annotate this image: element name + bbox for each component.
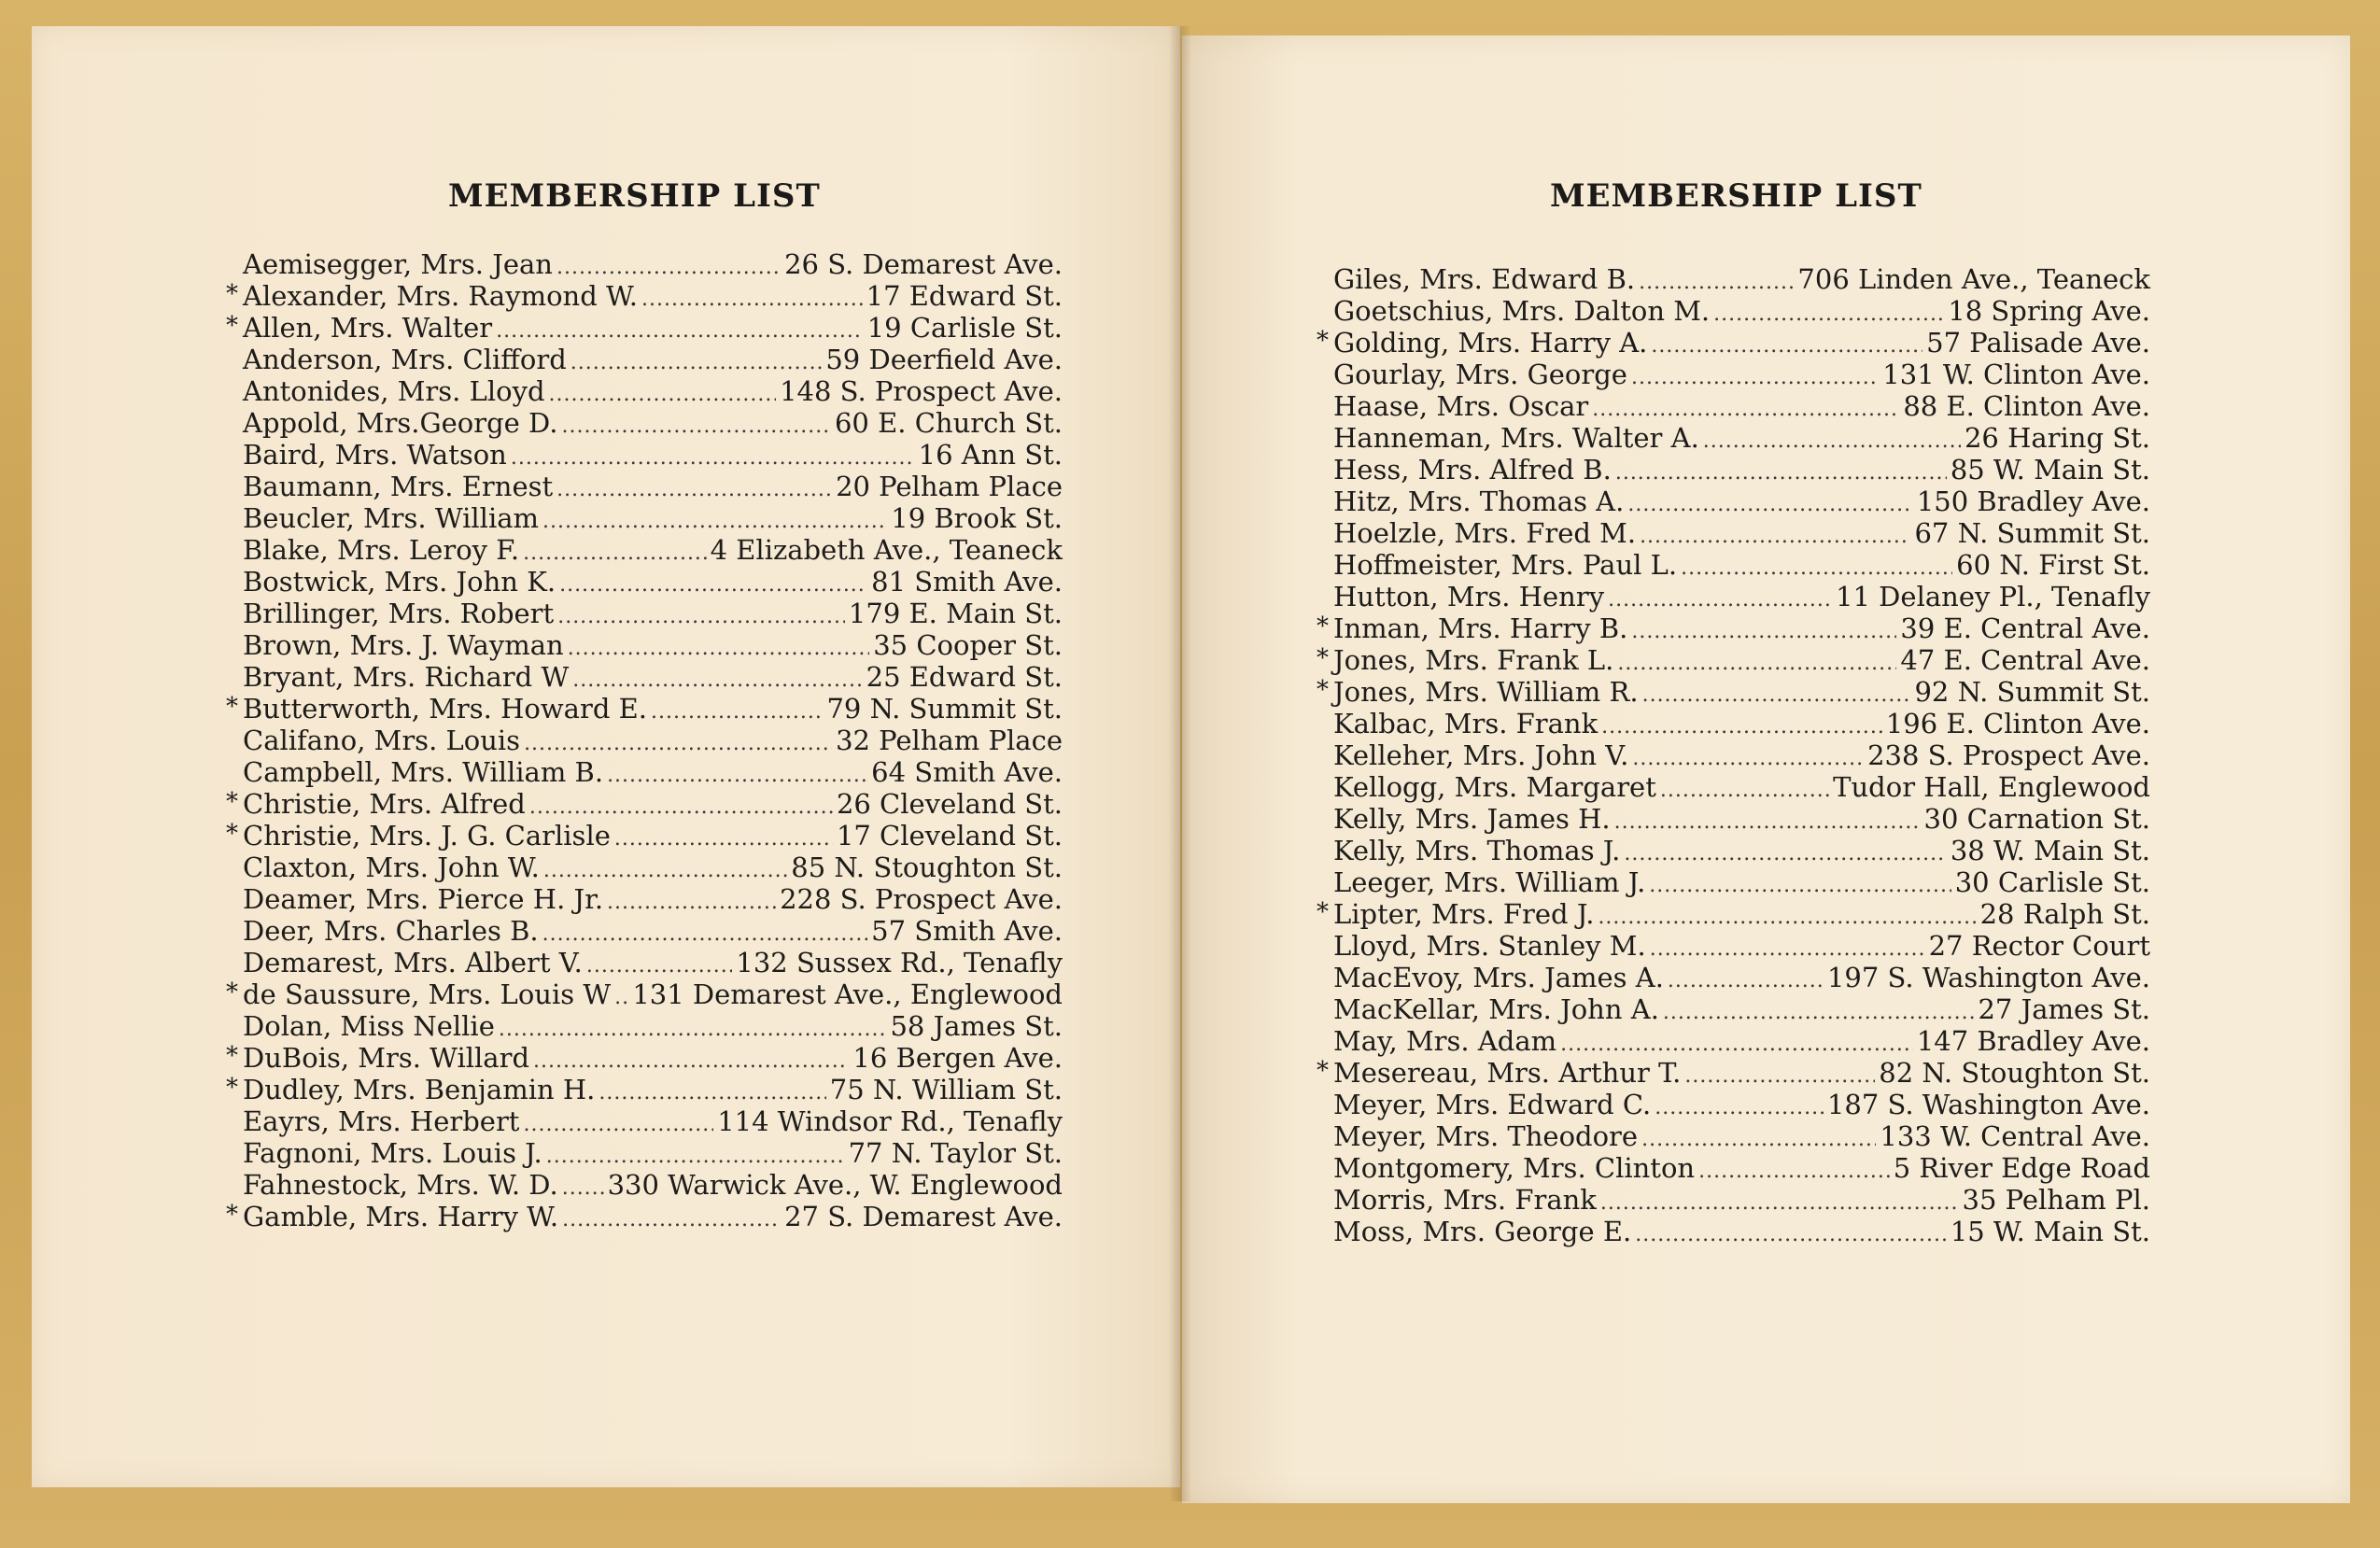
member-name: MacEvoy, Mrs. James A. bbox=[1333, 962, 1664, 993]
dot-leader bbox=[1663, 1001, 1975, 1024]
asterisk-mark: * bbox=[1317, 1057, 1329, 1085]
dot-leader bbox=[1631, 366, 1879, 389]
member-address: 60 E. Church St. bbox=[834, 407, 1063, 439]
list-item bbox=[243, 471, 1063, 502]
dot-leader bbox=[1627, 493, 1912, 516]
dot-leader bbox=[1713, 303, 1944, 326]
member-name: Califano, Mrs. Louis bbox=[243, 725, 521, 756]
member-name: Lipter, Mrs. Fred J. bbox=[1333, 898, 1595, 930]
list-item bbox=[1333, 1152, 2150, 1184]
member-name: Baumann, Mrs. Ernest bbox=[243, 471, 554, 502]
list-item bbox=[243, 661, 1063, 693]
member-address: 706 Linden Ave., Teaneck bbox=[1797, 263, 2150, 295]
list-item bbox=[1317, 612, 2150, 644]
dot-leader bbox=[549, 383, 777, 406]
member-name: Bryant, Mrs. Richard W bbox=[243, 661, 570, 693]
dot-leader bbox=[523, 542, 707, 565]
member-name: Meyer, Mrs. Edward C. bbox=[1333, 1089, 1652, 1120]
dot-leader bbox=[546, 1145, 845, 1168]
member-name: Hanneman, Mrs. Walter A. bbox=[1333, 422, 1699, 454]
member-address: 4 Elizabeth Ave., Teaneck bbox=[710, 534, 1063, 566]
list-item bbox=[243, 534, 1063, 566]
list-item bbox=[226, 693, 1063, 725]
list-item bbox=[226, 280, 1063, 312]
dot-leader bbox=[568, 637, 870, 660]
dot-leader bbox=[1684, 1064, 1875, 1088]
member-address: 67 N. Summit St. bbox=[1914, 517, 2150, 549]
member-address: 85 N. Stoughton St. bbox=[791, 851, 1063, 883]
member-name: MacKellar, Mrs. John A. bbox=[1333, 993, 1659, 1025]
member-address: 179 E. Main St. bbox=[848, 598, 1063, 629]
list-item bbox=[1333, 1025, 2150, 1057]
dot-leader bbox=[614, 986, 628, 1009]
member-address: 27 Rector Court bbox=[1928, 930, 2150, 962]
list-item bbox=[243, 598, 1063, 629]
member-address: 196 E. Clinton Ave. bbox=[1885, 708, 2150, 739]
list-item bbox=[1317, 898, 2150, 930]
member-name: Jones, Mrs. Frank L. bbox=[1333, 644, 1614, 676]
dot-leader bbox=[586, 954, 733, 978]
asterisk-mark: * bbox=[226, 1201, 238, 1229]
asterisk-mark: * bbox=[1317, 898, 1329, 926]
list-item bbox=[243, 629, 1063, 661]
member-name: Aemisegger, Mrs. Jean bbox=[243, 248, 553, 280]
member-name: Morris, Mrs. Frank bbox=[1333, 1184, 1597, 1216]
list-item bbox=[226, 312, 1063, 344]
member-name: Christie, Mrs. J. G. Carlisle bbox=[243, 820, 611, 851]
asterisk-mark: * bbox=[1317, 676, 1329, 704]
member-address: 64 Smith Ave. bbox=[871, 756, 1063, 788]
member-name: Goetschius, Mrs. Dalton M. bbox=[1333, 295, 1711, 327]
member-address: 131 W. Clinton Ave. bbox=[1882, 359, 2150, 390]
list-item bbox=[1333, 993, 2150, 1025]
list-item bbox=[1333, 835, 2150, 866]
member-name: Anderson, Mrs. Clifford bbox=[243, 344, 567, 375]
dot-leader bbox=[1639, 271, 1794, 294]
asterisk-mark: * bbox=[226, 1074, 238, 1102]
list-item bbox=[226, 1042, 1063, 1074]
member-address: 88 E. Clinton Ave. bbox=[1903, 390, 2150, 422]
dot-leader bbox=[1631, 620, 1896, 643]
member-address: 38 W. Main St. bbox=[1950, 835, 2150, 866]
member-address: 11 Delaney Pl., Tenafly bbox=[1836, 581, 2150, 612]
member-name: Dolan, Miss Nellie bbox=[243, 1010, 495, 1042]
list-item bbox=[1317, 327, 2150, 359]
member-name: Antonides, Mrs. Lloyd bbox=[243, 375, 545, 407]
asterisk-mark: * bbox=[1317, 612, 1329, 640]
member-name: Kalbac, Mrs. Frank bbox=[1333, 708, 1598, 739]
list-item bbox=[1333, 581, 2150, 612]
member-name: Fagnoni, Mrs. Louis J. bbox=[243, 1137, 542, 1169]
member-name: Eayrs, Mrs. Herbert bbox=[243, 1105, 520, 1137]
dot-leader bbox=[523, 1113, 713, 1136]
member-address: 25 Edward St. bbox=[866, 661, 1063, 693]
member-name: Butterworth, Mrs. Howard E. bbox=[243, 693, 648, 725]
member-name: Haase, Mrs. Oscar bbox=[1333, 390, 1589, 422]
member-address: 58 James St. bbox=[890, 1010, 1063, 1042]
list-item bbox=[1333, 454, 2150, 486]
list-item bbox=[1333, 1089, 2150, 1120]
asterisk-mark: * bbox=[226, 978, 238, 1006]
dot-leader bbox=[562, 1208, 781, 1231]
list-item bbox=[243, 725, 1063, 756]
dot-leader bbox=[1649, 874, 1950, 897]
dot-leader bbox=[607, 764, 867, 787]
member-address: 85 W. Main St. bbox=[1950, 454, 2150, 486]
dot-leader bbox=[556, 256, 781, 279]
member-name: Appold, Mrs.George D. bbox=[243, 407, 558, 439]
right-membership-list bbox=[1317, 263, 2150, 1247]
member-address: 16 Ann St. bbox=[918, 439, 1063, 471]
asterisk-mark: * bbox=[226, 280, 238, 308]
left-page-heading: MEMBERSHIP LIST bbox=[448, 177, 821, 215]
dot-leader bbox=[1608, 588, 1832, 612]
list-item bbox=[243, 1010, 1063, 1042]
dot-leader bbox=[562, 415, 831, 438]
member-name: Inman, Mrs. Harry B. bbox=[1333, 612, 1628, 644]
dot-leader bbox=[1703, 429, 1961, 453]
member-name: Allen, Mrs. Walter bbox=[243, 312, 493, 344]
member-address: 330 Warwick Ave., W. Englewood bbox=[607, 1169, 1063, 1201]
member-address: 77 N. Taylor St. bbox=[848, 1137, 1063, 1169]
list-item bbox=[243, 344, 1063, 375]
member-name: Gourlay, Mrs. George bbox=[1333, 359, 1627, 390]
member-name: Hitz, Mrs. Thomas A. bbox=[1333, 486, 1625, 517]
list-item bbox=[1333, 771, 2150, 803]
list-item bbox=[1333, 866, 2150, 898]
dot-leader bbox=[1640, 525, 1910, 548]
member-name: Leeger, Mrs. William J. bbox=[1333, 866, 1646, 898]
list-item bbox=[1317, 644, 2150, 676]
member-name: de Saussure, Mrs. Louis W bbox=[243, 978, 612, 1010]
member-name: Fahnestock, Mrs. W. D. bbox=[243, 1169, 558, 1201]
member-name: Gamble, Mrs. Harry W. bbox=[243, 1201, 559, 1232]
member-address: 148 S. Prospect Ave. bbox=[780, 375, 1063, 407]
member-name: Demarest, Mrs. Albert V. bbox=[243, 947, 583, 978]
dot-leader bbox=[496, 319, 864, 343]
member-address: 47 E. Central Ave. bbox=[1900, 644, 2150, 676]
member-name: Hoelzle, Mrs. Fred M. bbox=[1333, 517, 1637, 549]
member-address: 39 E. Central Ave. bbox=[1900, 612, 2150, 644]
member-address: 59 Deerfield Ave. bbox=[825, 344, 1063, 375]
member-address: 132 Sussex Rd., Tenafly bbox=[736, 947, 1063, 978]
list-item bbox=[243, 947, 1063, 978]
dot-leader bbox=[1614, 810, 1921, 834]
dot-leader bbox=[499, 1018, 887, 1041]
list-item bbox=[1333, 1120, 2150, 1152]
list-item bbox=[226, 978, 1063, 1010]
member-address: 5 River Edge Road bbox=[1893, 1152, 2150, 1184]
member-name: Moss, Mrs. George E. bbox=[1333, 1216, 1632, 1247]
member-address: 27 James St. bbox=[1978, 993, 2150, 1025]
list-item bbox=[243, 502, 1063, 534]
member-name: Brillinger, Mrs. Robert bbox=[243, 598, 555, 629]
member-address: 32 Pelham Place bbox=[836, 725, 1063, 756]
member-address: 30 Carnation St. bbox=[1923, 803, 2150, 835]
member-address: 30 Carlisle St. bbox=[1954, 866, 2150, 898]
member-address: 15 W. Main St. bbox=[1950, 1216, 2150, 1247]
dot-leader bbox=[1651, 334, 1922, 358]
member-address: 19 Brook St. bbox=[891, 502, 1063, 534]
list-item bbox=[1333, 517, 2150, 549]
dot-leader bbox=[1650, 937, 1925, 961]
dot-leader bbox=[542, 922, 868, 946]
dot-leader bbox=[1632, 747, 1864, 770]
list-item bbox=[226, 1074, 1063, 1105]
list-item bbox=[1333, 263, 2150, 295]
member-address: 187 S. Washington Ave. bbox=[1826, 1089, 2150, 1120]
dot-leader bbox=[1698, 1160, 1890, 1183]
member-address: 238 S. Prospect Ave. bbox=[1867, 739, 2150, 771]
member-address: 81 Smith Ave. bbox=[871, 566, 1063, 598]
member-name: Claxton, Mrs. John W. bbox=[243, 851, 540, 883]
member-name: Meyer, Mrs. Theodore bbox=[1333, 1120, 1639, 1152]
dot-leader bbox=[1635, 1223, 1947, 1246]
member-name: Mesereau, Mrs. Arthur T. bbox=[1333, 1057, 1682, 1089]
dot-leader bbox=[511, 446, 915, 470]
list-item bbox=[1333, 549, 2150, 581]
member-address: 228 S. Prospect Ave. bbox=[780, 883, 1063, 915]
dot-leader bbox=[1592, 398, 1899, 421]
member-address: 57 Smith Ave. bbox=[871, 915, 1063, 947]
member-name: Lloyd, Mrs. Stanley M. bbox=[1333, 930, 1646, 962]
dot-leader bbox=[641, 288, 863, 311]
member-name: Golding, Mrs. Harry A. bbox=[1333, 327, 1648, 359]
list-item bbox=[1333, 962, 2150, 993]
list-item bbox=[243, 439, 1063, 471]
list-item bbox=[243, 566, 1063, 598]
member-name: Beucler, Mrs. William bbox=[243, 502, 540, 534]
member-name: Hutton, Mrs. Henry bbox=[1333, 581, 1605, 612]
dot-leader bbox=[524, 732, 832, 755]
member-address: 35 Cooper St. bbox=[873, 629, 1063, 661]
asterisk-mark: * bbox=[226, 820, 238, 848]
dot-leader bbox=[1681, 556, 1952, 580]
list-item bbox=[243, 915, 1063, 947]
member-name: Giles, Mrs. Edward B. bbox=[1333, 263, 1636, 295]
member-address: 92 N. Summit St. bbox=[1914, 676, 2150, 708]
member-name: Kelly, Mrs. James H. bbox=[1333, 803, 1611, 835]
member-address: 57 Palisade Ave. bbox=[1926, 327, 2150, 359]
member-name: Dudley, Mrs. Benjamin H. bbox=[243, 1074, 596, 1105]
list-item bbox=[1333, 295, 2150, 327]
member-name: Jones, Mrs. William R. bbox=[1333, 676, 1639, 708]
member-address: 131 Demarest Ave., Englewood bbox=[632, 978, 1063, 1010]
list-item bbox=[1333, 1184, 2150, 1216]
member-address: 147 Bradley Ave. bbox=[1916, 1025, 2150, 1057]
list-item bbox=[1333, 390, 2150, 422]
dot-leader bbox=[1598, 906, 1976, 929]
dot-leader bbox=[651, 700, 823, 724]
dot-leader bbox=[542, 510, 887, 533]
member-name: Alexander, Mrs. Raymond W. bbox=[243, 280, 638, 312]
asterisk-mark: * bbox=[1317, 644, 1329, 672]
member-name: Kelleher, Mrs. John V. bbox=[1333, 739, 1629, 771]
list-item bbox=[243, 883, 1063, 915]
dot-leader bbox=[1617, 652, 1896, 675]
member-address: 20 Pelham Place bbox=[836, 471, 1063, 502]
member-name: May, Mrs. Adam bbox=[1333, 1025, 1557, 1057]
dot-leader bbox=[599, 1081, 825, 1105]
list-item bbox=[1317, 1057, 2150, 1089]
member-address: 79 N. Summit St. bbox=[826, 693, 1063, 725]
member-name: Kellogg, Mrs. Margaret bbox=[1333, 771, 1656, 803]
dot-leader bbox=[1600, 1191, 1959, 1215]
member-name: Kelly, Mrs. Thomas J. bbox=[1333, 835, 1621, 866]
list-item bbox=[226, 788, 1063, 820]
dot-leader bbox=[533, 1049, 849, 1073]
member-address: 75 N. William St. bbox=[829, 1074, 1063, 1105]
dot-leader bbox=[557, 605, 845, 628]
list-item bbox=[243, 375, 1063, 407]
asterisk-mark: * bbox=[226, 312, 238, 340]
list-item bbox=[243, 407, 1063, 439]
dot-leader bbox=[1642, 683, 1911, 707]
dot-leader bbox=[529, 795, 833, 819]
member-name: Montgomery, Mrs. Clinton bbox=[1333, 1152, 1696, 1184]
list-item bbox=[1333, 1216, 2150, 1247]
book-gutter bbox=[1169, 26, 1191, 1501]
member-name: Campbell, Mrs. William B. bbox=[243, 756, 604, 788]
asterisk-mark: * bbox=[1317, 327, 1329, 355]
member-name: Hoffmeister, Mrs. Paul L. bbox=[1333, 549, 1678, 581]
dot-leader bbox=[559, 573, 867, 597]
member-address: 27 S. Demarest Ave. bbox=[784, 1201, 1063, 1232]
member-address: 197 S. Washington Ave. bbox=[1826, 962, 2150, 993]
dot-leader bbox=[543, 859, 787, 882]
member-address: Tudor Hall, Englewood bbox=[1833, 771, 2150, 803]
asterisk-mark: * bbox=[226, 1042, 238, 1070]
member-address: 82 N. Stoughton St. bbox=[1879, 1057, 2150, 1089]
dot-leader bbox=[1655, 1096, 1824, 1119]
dot-leader bbox=[570, 351, 823, 374]
asterisk-mark: * bbox=[226, 788, 238, 816]
list-item bbox=[1333, 486, 2150, 517]
dot-leader bbox=[1615, 461, 1947, 485]
list-item bbox=[243, 248, 1063, 280]
list-item bbox=[243, 1169, 1063, 1201]
member-address: 114 Windsor Rd., Tenafly bbox=[717, 1105, 1063, 1137]
member-address: 60 N. First St. bbox=[1956, 549, 2150, 581]
member-name: Brown, Mrs. J. Wayman bbox=[243, 629, 564, 661]
list-item bbox=[1317, 676, 2150, 708]
list-item bbox=[1333, 422, 2150, 454]
member-address: 18 Spring Ave. bbox=[1948, 295, 2150, 327]
member-address: 17 Edward St. bbox=[866, 280, 1063, 312]
member-address: 16 Bergen Ave. bbox=[852, 1042, 1063, 1074]
member-address: 26 Haring St. bbox=[1964, 422, 2150, 454]
dot-leader bbox=[562, 1176, 604, 1200]
member-address: 17 Cleveland St. bbox=[836, 820, 1063, 851]
asterisk-mark: * bbox=[226, 693, 238, 721]
member-address: 26 Cleveland St. bbox=[836, 788, 1063, 820]
dot-leader bbox=[1641, 1128, 1876, 1151]
list-item bbox=[226, 1201, 1063, 1232]
member-name: Blake, Mrs. Leroy F. bbox=[243, 534, 520, 566]
member-address: 26 S. Demarest Ave. bbox=[784, 248, 1063, 280]
list-item bbox=[243, 1137, 1063, 1169]
member-address: 28 Ralph St. bbox=[1979, 898, 2150, 930]
list-item bbox=[1333, 708, 2150, 739]
dot-leader bbox=[607, 891, 776, 914]
member-address: 133 W. Central Ave. bbox=[1880, 1120, 2150, 1152]
right-page-heading: MEMBERSHIP LIST bbox=[1550, 177, 1922, 215]
dot-leader bbox=[1601, 715, 1882, 739]
dot-leader bbox=[1560, 1033, 1913, 1056]
member-address: 19 Carlisle St. bbox=[866, 312, 1063, 344]
member-name: Hess, Mrs. Alfred B. bbox=[1333, 454, 1612, 486]
member-name: Baird, Mrs. Watson bbox=[243, 439, 507, 471]
list-item bbox=[1333, 739, 2150, 771]
dot-leader bbox=[1660, 779, 1829, 802]
member-address: 35 Pelham Pl. bbox=[1962, 1184, 2150, 1216]
member-name: Bostwick, Mrs. John K. bbox=[243, 566, 556, 598]
member-name: Deamer, Mrs. Pierce H. Jr. bbox=[243, 883, 604, 915]
member-name: Christie, Mrs. Alfred bbox=[243, 788, 526, 820]
dot-leader bbox=[614, 827, 833, 851]
list-item bbox=[1333, 803, 2150, 835]
member-name: DuBois, Mrs. Willard bbox=[243, 1042, 530, 1074]
dot-leader bbox=[556, 478, 832, 501]
list-item bbox=[243, 1105, 1063, 1137]
list-item bbox=[243, 851, 1063, 883]
member-address: 150 Bradley Ave. bbox=[1916, 486, 2150, 517]
dot-leader bbox=[1668, 969, 1824, 992]
dot-leader bbox=[1624, 842, 1946, 865]
list-item bbox=[1333, 930, 2150, 962]
list-item bbox=[226, 820, 1063, 851]
list-item bbox=[1333, 359, 2150, 390]
member-name: Deer, Mrs. Charles B. bbox=[243, 915, 539, 947]
left-membership-list bbox=[226, 248, 1063, 1232]
list-item bbox=[243, 756, 1063, 788]
dot-leader bbox=[572, 668, 862, 692]
